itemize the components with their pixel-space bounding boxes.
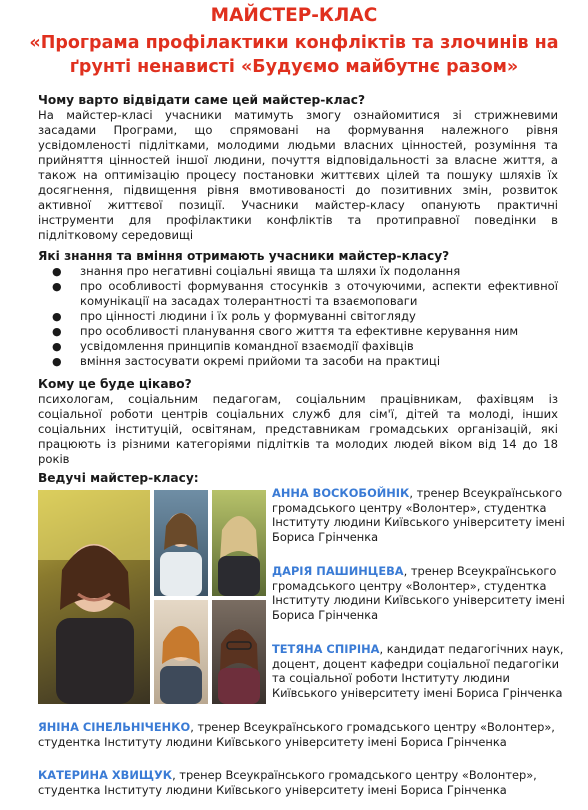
bullet-icon: ● (52, 325, 62, 338)
speakers-photo-collage (38, 490, 266, 704)
list-item: ● усвідомлення принципів командної взаємодії фахівців (52, 339, 414, 353)
speakers-heading: Ведучі майстер-класу: (38, 471, 199, 485)
audience-text: психологам, соціальним педагогам, соціальним працівникам, фахівцям із соціальної роботи центрів соціальних служб для сім'ї, дітей та молоді, інших соціальних інституцій, освітянам, представникам громадських організацій, які працюють із різними категоріями підлітків та молодих людей віком від 14 до 18 років (38, 392, 558, 466)
speaker-photo (212, 600, 266, 704)
audience-heading: Кому це буде цікаво? (38, 377, 192, 391)
speaker-description: , тренер Всеукраїнського громадського центру «Волонтер», студентка Інституту людини Київського університету імені Бориса Грінченка (272, 486, 565, 544)
speaker-name: ДАРІЯ ПАШИНЦЕВА (272, 564, 404, 578)
why-heading: Чому варто відвідати саме цей майстер-клас? (38, 93, 366, 107)
list-item: ● про особливості планування свого життя та ефективне керування ним (52, 324, 519, 338)
list-item: ● вміння застосувати окремі прийоми та засоби на практиці (52, 354, 441, 368)
speaker-description: , тренер Всеукраїнського громадського центру «Волонтер», студентка Інституту людини Київського університету імені Бориса Грінченка (272, 564, 565, 622)
speaker-yanina (38, 720, 568, 749)
audience-section (38, 377, 558, 467)
list-item: ● знання про негативні соціальні явища та шляхи їх подолання (52, 264, 461, 278)
speaker-name: ТЕТЯНА СПІРІНА (272, 642, 380, 656)
speaker-tetiana (272, 642, 570, 700)
bullet-icon: ● (52, 340, 62, 353)
speaker-photo (38, 490, 150, 704)
speaker-anna (272, 486, 570, 544)
speaker-name: ЯНІНА СІНЕЛЬНІЧЕНКО (38, 720, 191, 734)
speaker-daria (272, 564, 570, 622)
page-subtitle: «Програма профілактики конфліктів та злочинів на ґрунті ненависті «Будуємо майбутнє разом» (29, 33, 559, 77)
speaker-kateryna (38, 768, 568, 797)
bullet-icon: ● (52, 280, 62, 293)
speaker-name: АННА ВОСКОБОЙНІК (272, 486, 410, 500)
bullet-icon: ● (52, 265, 62, 278)
speaker-photo (154, 600, 208, 704)
skills-list (38, 264, 558, 369)
list-item: ● про особливості формування стосунків з оточуючими, аспекти ефективної комунікації на засадах толерантності та взаємоповаги (52, 279, 558, 308)
speaker-photo (154, 490, 208, 596)
speaker-description: , кандидат педагогічних наук, доцент, доцент кафедри соціальної педагогіки та соціальної роботи Інституту людини Київського університету імені Бориса Грінченка (272, 642, 564, 700)
skills-heading: Які знання та вміння отримають учасники майстер-класу? (38, 249, 450, 263)
skills-section (38, 249, 558, 369)
speaker-description: , тренер Всеукраїнського громадського центру «Волонтер», студентка Інституту людини Київського університету імені Бориса Грінченка (38, 720, 555, 749)
speaker-description: , тренер Всеукраїнського громадського центру «Волонтер», студентка Інституту людини Київського університету імені Бориса Грінченка (38, 768, 537, 797)
bullet-icon: ● (52, 310, 62, 323)
bullet-icon: ● (52, 355, 62, 368)
why-section (38, 93, 558, 243)
speaker-photo (212, 490, 266, 596)
why-text: На майстер-класі учасники матимуть змогу ознайомитися зі стрижневими засадами Програми, що спрямовані на формування належного рівня усвідомленості підлітками, молодими людьми власних цінностей, розуміння та прийняття цінностей іншої людини, почуття відповідальності за власне життя, а також на оптимізацію процесу постановки життєвих цілей та пошуку шляхів їх досягнення, підвищення рівня вмотивованості до позитивних змін, розвиток активної життєвої позиції. Учасники майстер-класу опанують практичні інструменти для профілактики конфліктів та протиправної поведінки в підлітковому середовищі (38, 108, 558, 242)
list-item: ● про цінності людини і їх роль у формуванні світогляду (52, 309, 416, 323)
page-title: МАЙСТЕР-КЛАС (210, 5, 378, 26)
speaker-name: КАТЕРИНА ХВИЩУК (38, 768, 173, 782)
